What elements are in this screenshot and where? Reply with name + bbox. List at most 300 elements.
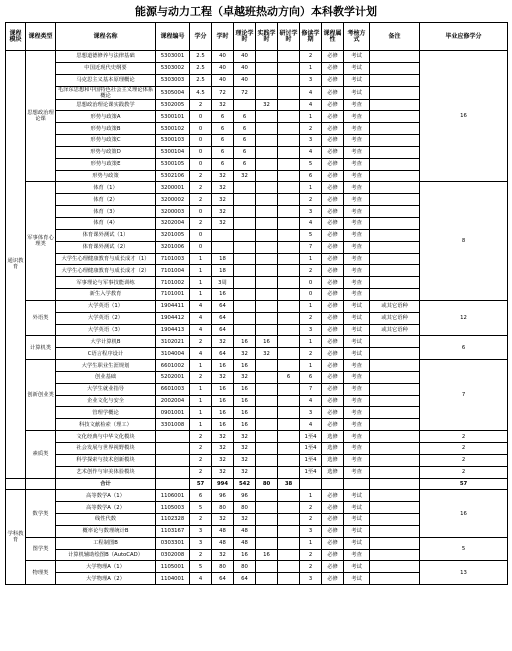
course-code-cell: 6601003: [156, 383, 190, 395]
total-credits: 57: [190, 478, 212, 490]
course-name-cell: 思想政治理论课实践教学: [56, 99, 156, 111]
semester-cell: 7: [300, 241, 322, 253]
hours-cell: 32: [212, 217, 234, 229]
credits-cell: 2: [190, 170, 212, 182]
hours-cell: 16: [212, 360, 234, 372]
course-type-cell: 创新创业类: [26, 360, 56, 431]
attribute-cell: 必修: [322, 158, 344, 170]
attribute-cell: 必修: [322, 502, 344, 514]
semester-cell: 3: [300, 324, 322, 336]
credits-cell: 0: [190, 135, 212, 147]
semester-cell: 0: [300, 277, 322, 289]
practice-hours-cell: [256, 62, 278, 74]
attribute-cell: 必修: [322, 312, 344, 324]
remark-cell: [370, 289, 420, 301]
practice-hours-cell: [256, 537, 278, 549]
practice-hours-cell: [256, 51, 278, 63]
remark-cell: [370, 74, 420, 86]
total-semester-cell: [300, 478, 322, 490]
course-code-cell: 3200003: [156, 206, 190, 218]
table-row: [6, 454, 508, 466]
course-name-cell: 线性代数: [56, 514, 156, 526]
practice-hours-cell: [256, 194, 278, 206]
semester-cell: 7: [300, 383, 322, 395]
module-name-cell: 学科教育: [6, 490, 26, 585]
column-header: 课程名称: [56, 23, 156, 51]
remark-cell: 或其它语种: [370, 300, 420, 312]
exam-method-cell: 考查: [344, 407, 370, 419]
exam-method-cell: 考试: [344, 51, 370, 63]
practice-hours-cell: [256, 217, 278, 229]
course-name-cell: 体育（4）: [56, 217, 156, 229]
seminar-hours-cell: [278, 561, 300, 573]
practice-hours-cell: [256, 514, 278, 526]
seminar-hours-cell: [278, 217, 300, 229]
course-name-cell: 军事理论与军事技能训练: [56, 277, 156, 289]
course-code-cell: 7101003: [156, 253, 190, 265]
credits-cell: 5: [190, 502, 212, 514]
table-body: [6, 51, 508, 585]
course-type-cell: 图学类: [26, 537, 56, 561]
theory-hours-cell: [234, 324, 256, 336]
credits-cell: 4: [190, 300, 212, 312]
exam-method-cell: 考查: [344, 170, 370, 182]
theory-hours-cell: [234, 241, 256, 253]
course-name-cell: 新生入学教育: [56, 289, 156, 301]
credits-cell: 0: [190, 158, 212, 170]
remark-cell: [370, 217, 420, 229]
seminar-hours-cell: [278, 206, 300, 218]
semester-cell: 2: [300, 514, 322, 526]
credits-cell: 5: [190, 561, 212, 573]
exam-method-cell: 考试: [344, 490, 370, 502]
attribute-cell: 必修: [322, 561, 344, 573]
semester-cell: 1至4: [300, 454, 322, 466]
hours-cell: 96: [212, 490, 234, 502]
course-code-cell: 3200002: [156, 194, 190, 206]
attribute-cell: 必修: [322, 146, 344, 158]
theory-hours-cell: [234, 312, 256, 324]
semester-cell: 1至4: [300, 466, 322, 478]
practice-hours-cell: [256, 265, 278, 277]
credits-cell: 2: [190, 217, 212, 229]
practice-hours-cell: [256, 395, 278, 407]
attribute-cell: 必修: [322, 253, 344, 265]
semester-cell: 1: [300, 111, 322, 123]
attribute-cell: 必修: [322, 123, 344, 135]
seminar-hours-cell: [278, 253, 300, 265]
practice-hours-cell: [256, 431, 278, 443]
course-name-cell: 体育（1）: [56, 182, 156, 194]
course-name-cell: 毛泽东思想和中国特色社会主义理论体系概论: [56, 86, 156, 99]
semester-cell: 2: [300, 51, 322, 63]
remark-cell: [370, 229, 420, 241]
seminar-hours-cell: 6: [278, 371, 300, 383]
seminar-hours-cell: [278, 336, 300, 348]
course-code-cell: 2002004: [156, 395, 190, 407]
table-row: [6, 490, 508, 502]
attribute-cell: 必修: [322, 537, 344, 549]
attribute-cell: 必修: [322, 86, 344, 99]
practice-hours-cell: [256, 74, 278, 86]
attribute-cell: 必修: [322, 170, 344, 182]
semester-cell: 5: [300, 158, 322, 170]
practice-hours-cell: [256, 170, 278, 182]
course-name-cell: 形势与政策C: [56, 135, 156, 147]
theory-hours-cell: 80: [234, 502, 256, 514]
seminar-hours-cell: [278, 454, 300, 466]
theory-hours-cell: [234, 289, 256, 301]
credits-cell: 1: [190, 277, 212, 289]
exam-method-cell: 考查: [344, 194, 370, 206]
theory-hours-cell: 6: [234, 135, 256, 147]
course-name-cell: 高等数学A（2）: [56, 502, 156, 514]
course-name-cell: 高等数学A（1）: [56, 490, 156, 502]
header-row: [6, 23, 508, 51]
exam-method-cell: 考查: [344, 466, 370, 478]
theory-hours-cell: 16: [234, 383, 256, 395]
exam-method-cell: 考查: [344, 182, 370, 194]
theory-hours-cell: [234, 253, 256, 265]
exam-method-cell: 考试: [344, 74, 370, 86]
course-type-cell: 军事体育心理类: [26, 182, 56, 300]
theory-hours-cell: 32: [234, 466, 256, 478]
course-code-cell: 5300102: [156, 123, 190, 135]
exam-method-cell: 考查: [344, 253, 370, 265]
table-row: [6, 360, 508, 372]
hours-cell: 16: [212, 383, 234, 395]
hours-cell: 32: [212, 466, 234, 478]
theory-hours-cell: 96: [234, 490, 256, 502]
course-type-cell: 外语类: [26, 300, 56, 336]
exam-method-cell: 考试: [344, 312, 370, 324]
course-name-cell: 形势与政策B: [56, 123, 156, 135]
exam-method-cell: 考查: [344, 431, 370, 443]
remark-cell: [370, 277, 420, 289]
credits-cell: 2.5: [190, 74, 212, 86]
theory-hours-cell: 16: [234, 549, 256, 561]
remark-cell: [370, 502, 420, 514]
attribute-cell: 必修: [322, 265, 344, 277]
course-name-cell: 科技文献检索（理工）: [56, 419, 156, 431]
semester-cell: 1: [300, 537, 322, 549]
theory-hours-cell: 32: [234, 348, 256, 360]
seminar-hours-cell: [278, 265, 300, 277]
hours-cell: 32: [212, 206, 234, 218]
hours-cell: 64: [212, 324, 234, 336]
credits-cell: 0: [190, 206, 212, 218]
seminar-hours-cell: [278, 466, 300, 478]
column-header: 理论学时: [234, 23, 256, 51]
attribute-cell: 必修: [322, 348, 344, 360]
attribute-cell: 必修: [322, 194, 344, 206]
course-code-cell: 1102328: [156, 514, 190, 526]
course-name-cell: 思想道德修养与法律基础: [56, 51, 156, 63]
hours-cell: 16: [212, 289, 234, 301]
theory-hours-cell: 32: [234, 170, 256, 182]
course-name-cell: 概率论与数理统计B: [56, 525, 156, 537]
course-code-cell: 5300101: [156, 111, 190, 123]
practice-hours-cell: [256, 324, 278, 336]
column-header: 实践学时: [256, 23, 278, 51]
grad-credits-cell: 13: [420, 561, 508, 585]
credits-cell: 2: [190, 371, 212, 383]
course-code-cell: 3201006: [156, 241, 190, 253]
course-name-cell: 创业基础: [56, 371, 156, 383]
credits-cell: 1: [190, 395, 212, 407]
credits-cell: 0: [190, 146, 212, 158]
table-row: [6, 300, 508, 312]
semester-cell: 1至4: [300, 431, 322, 443]
credits-cell: 2: [190, 443, 212, 455]
curriculum-table: [5, 22, 508, 585]
seminar-hours-cell: [278, 86, 300, 99]
grad-credits-cell: 7: [420, 360, 508, 431]
theory-hours-cell: 16: [234, 360, 256, 372]
hours-cell: 80: [212, 502, 234, 514]
grad-credits-cell: 12: [420, 300, 508, 336]
practice-hours-cell: [256, 241, 278, 253]
course-type-cell: 物理类: [26, 561, 56, 585]
seminar-hours-cell: [278, 170, 300, 182]
theory-hours-cell: 32: [234, 514, 256, 526]
course-name-cell: 体育（3）: [56, 206, 156, 218]
page-title: 能源与动力工程（卓越班热动方向）本科教学计划: [135, 5, 377, 18]
seminar-hours-cell: [278, 573, 300, 585]
credits-cell: 3: [190, 537, 212, 549]
practice-hours-cell: [256, 502, 278, 514]
semester-cell: 2: [300, 549, 322, 561]
theory-hours-cell: 72: [234, 86, 256, 99]
practice-hours-cell: [256, 383, 278, 395]
practice-hours-cell: [256, 123, 278, 135]
course-code-cell: 1106001: [156, 490, 190, 502]
attribute-cell: 选修: [322, 431, 344, 443]
hours-cell: 64: [212, 573, 234, 585]
attribute-cell: 必修: [322, 336, 344, 348]
hours-cell: [212, 229, 234, 241]
theory-hours-cell: 6: [234, 123, 256, 135]
column-header: 学分: [190, 23, 212, 51]
seminar-hours-cell: [278, 229, 300, 241]
remark-cell: [370, 182, 420, 194]
practice-hours-cell: 32: [256, 348, 278, 360]
semester-cell: 1: [300, 253, 322, 265]
semester-cell: 5: [300, 229, 322, 241]
total-grad-credits: 57: [420, 478, 508, 490]
table-row: [6, 336, 508, 348]
remark-cell: [370, 383, 420, 395]
course-name-cell: 艺术创作与审美体验模块: [56, 466, 156, 478]
course-name-cell: 文化经典与中华文化模块: [56, 431, 156, 443]
semester-cell: 2: [300, 502, 322, 514]
exam-method-cell: 考查: [344, 229, 370, 241]
course-code-cell: 0302008: [156, 549, 190, 561]
grad-credits-cell: 2: [420, 431, 508, 443]
remark-cell: [370, 111, 420, 123]
hours-cell: 32: [212, 99, 234, 111]
credits-cell: 4.5: [190, 86, 212, 99]
practice-hours-cell: [256, 253, 278, 265]
theory-hours-cell: 40: [234, 74, 256, 86]
credits-cell: 2: [190, 549, 212, 561]
course-code-cell: 3200001: [156, 182, 190, 194]
hours-cell: 6: [212, 135, 234, 147]
attribute-cell: 选修: [322, 454, 344, 466]
theory-hours-cell: 40: [234, 62, 256, 74]
exam-method-cell: 考试: [344, 86, 370, 99]
practice-hours-cell: [256, 454, 278, 466]
attribute-cell: 必修: [322, 229, 344, 241]
table-row: [6, 182, 508, 194]
attribute-cell: 必修: [322, 525, 344, 537]
credits-cell: 2: [190, 431, 212, 443]
table-row: [6, 466, 508, 478]
credits-cell: 1: [190, 419, 212, 431]
theory-hours-cell: [234, 182, 256, 194]
theory-hours-cell: [234, 217, 256, 229]
practice-hours-cell: [256, 407, 278, 419]
attribute-cell: 必修: [322, 289, 344, 301]
seminar-hours-cell: [278, 525, 300, 537]
course-type-cell: 数学类: [26, 490, 56, 537]
remark-cell: [370, 443, 420, 455]
remark-cell: 或其它语种: [370, 324, 420, 336]
semester-cell: 2: [300, 312, 322, 324]
column-header: 考核方式: [344, 23, 370, 51]
exam-method-cell: 考查: [344, 443, 370, 455]
course-code-cell: 1103167: [156, 525, 190, 537]
seminar-hours-cell: [278, 348, 300, 360]
semester-cell: 1至4: [300, 443, 322, 455]
practice-hours-cell: [256, 182, 278, 194]
column-header: 课程模块: [6, 23, 26, 51]
seminar-hours-cell: [278, 431, 300, 443]
semester-cell: 2: [300, 348, 322, 360]
seminar-hours-cell: [278, 419, 300, 431]
hours-cell: 18: [212, 265, 234, 277]
remark-cell: [370, 360, 420, 372]
exam-method-cell: 考查: [344, 454, 370, 466]
attribute-cell: 必修: [322, 217, 344, 229]
theory-hours-cell: 16: [234, 407, 256, 419]
course-code-cell: 5302106: [156, 170, 190, 182]
remark-cell: [370, 466, 420, 478]
credits-cell: 1: [190, 265, 212, 277]
remark-cell: [370, 135, 420, 147]
seminar-hours-cell: [278, 502, 300, 514]
course-code-cell: 7101002: [156, 277, 190, 289]
remark-cell: [370, 407, 420, 419]
seminar-hours-cell: [278, 407, 300, 419]
total-practice-hours: 80: [256, 478, 278, 490]
semester-cell: 3: [300, 573, 322, 585]
hours-cell: 64: [212, 312, 234, 324]
course-code-cell: 0901001: [156, 407, 190, 419]
semester-cell: 1: [300, 360, 322, 372]
hours-cell: 40: [212, 51, 234, 63]
course-code-cell: 3201005: [156, 229, 190, 241]
remark-cell: [370, 336, 420, 348]
course-name-cell: 企业文化与安全: [56, 395, 156, 407]
course-code-cell: 5300104: [156, 146, 190, 158]
theory-hours-cell: 80: [234, 561, 256, 573]
credits-cell: 2: [190, 454, 212, 466]
course-name-cell: 马克思主义基本原理概论: [56, 74, 156, 86]
course-code-cell: 5303002: [156, 62, 190, 74]
seminar-hours-cell: [278, 182, 300, 194]
remark-cell: [370, 561, 420, 573]
seminar-hours-cell: [278, 99, 300, 111]
seminar-hours-cell: [278, 62, 300, 74]
practice-hours-cell: [256, 206, 278, 218]
theory-hours-cell: [234, 99, 256, 111]
attribute-cell: 必修: [322, 62, 344, 74]
credits-cell: 0: [190, 111, 212, 123]
theory-hours-cell: 6: [234, 146, 256, 158]
hours-cell: 32: [212, 454, 234, 466]
semester-cell: 3: [300, 135, 322, 147]
credits-cell: 2: [190, 182, 212, 194]
table-row: [6, 431, 508, 443]
exam-method-cell: 考查: [344, 371, 370, 383]
theory-hours-cell: 16: [234, 395, 256, 407]
course-name-cell: 社会发展与世界视野模块: [56, 443, 156, 455]
course-code-cell: 3301008: [156, 419, 190, 431]
practice-hours-cell: [256, 525, 278, 537]
course-code-cell: 7101001: [156, 289, 190, 301]
seminar-hours-cell: [278, 146, 300, 158]
course-code-cell: 0303301: [156, 537, 190, 549]
remark-cell: [370, 549, 420, 561]
theory-hours-cell: [234, 194, 256, 206]
attribute-cell: 必修: [322, 419, 344, 431]
course-code-cell: 1904412: [156, 312, 190, 324]
semester-cell: 3: [300, 407, 322, 419]
table-row: [6, 561, 508, 573]
attribute-cell: 必修: [322, 182, 344, 194]
hours-cell: 6: [212, 146, 234, 158]
hours-cell: 80: [212, 561, 234, 573]
total-module-cell: [6, 478, 26, 490]
exam-method-cell: 考查: [344, 395, 370, 407]
hours-cell: 16: [212, 407, 234, 419]
seminar-hours-cell: [278, 123, 300, 135]
seminar-hours-cell: [278, 514, 300, 526]
remark-cell: [370, 265, 420, 277]
total-exam-cell: [344, 478, 370, 490]
total-hours: 994: [212, 478, 234, 490]
credits-cell: 2: [190, 466, 212, 478]
hours-cell: 16: [212, 419, 234, 431]
theory-hours-cell: [234, 229, 256, 241]
hours-cell: 32: [212, 371, 234, 383]
hours-cell: 32: [212, 194, 234, 206]
hours-cell: 32: [212, 549, 234, 561]
course-code-cell: 1904413: [156, 324, 190, 336]
theory-hours-cell: 64: [234, 573, 256, 585]
hours-cell: 40: [212, 74, 234, 86]
attribute-cell: 必修: [322, 383, 344, 395]
attribute-cell: 必修: [322, 74, 344, 86]
grad-credits-cell: 2: [420, 466, 508, 478]
practice-hours-cell: [256, 490, 278, 502]
seminar-hours-cell: [278, 549, 300, 561]
exam-method-cell: 考查: [344, 99, 370, 111]
semester-cell: 4: [300, 146, 322, 158]
course-name-cell: 大学物理A（2）: [56, 573, 156, 585]
column-header: 毕业应修学分: [420, 23, 508, 51]
